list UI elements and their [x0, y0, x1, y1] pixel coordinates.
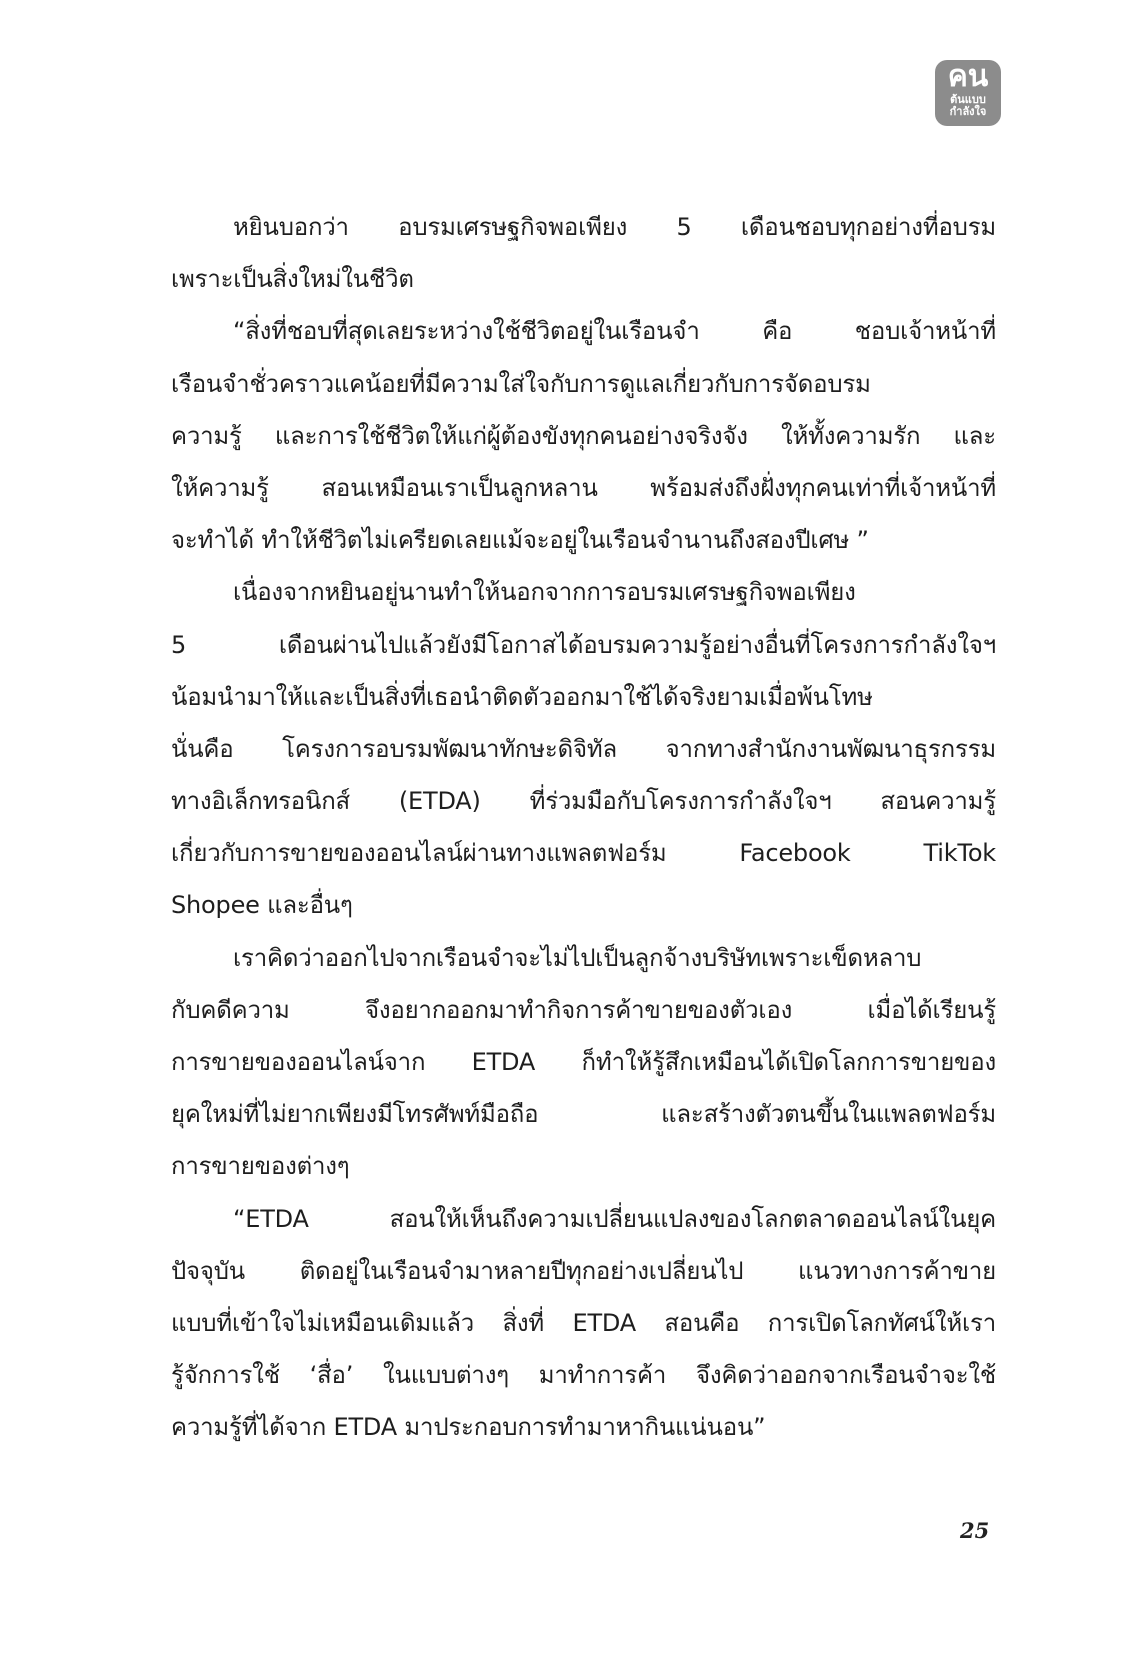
text-line: ยุคใหม่ที่ไม่ยากเพียงมีโทรศัพท์มือถือ และสร้างตัวตนขึ้นในแพลตฟอร์ม: [171, 1100, 996, 1129]
text-line: “ETDA สอนให้เห็นถึงความเปลี่ยนแปลงของโลกตลาดออนไลน์ในยุค: [233, 1204, 996, 1233]
text-line: แบบที่เข้าใจไม่เหมือนเดิมแล้ว สิ่งที่ ETDA สอนคือ การเปิดโลกทัศน์ให้เรา: [171, 1308, 996, 1337]
text-line: การขายของต่างๆ: [171, 1152, 350, 1181]
text-line: ความรู้ที่ได้จาก ETDA มาประกอบการทำมาหากินแน่นอน”: [171, 1413, 766, 1442]
text-line: ทางอิเล็กทรอนิกส์ (ETDA) ที่ร่วมมือกับโครงการกำลังใจฯ สอนความรู้: [171, 787, 996, 816]
text-line: ความรู้ และการใช้ชีวิตให้แก่ผู้ต้องขังทุกคนอย่างจริงจัง ให้ทั้งความรัก และ: [171, 421, 996, 450]
text-line: Shopee และอื่นๆ: [171, 891, 353, 920]
text-line: นั่นคือ โครงการอบรมพัฒนาทักษะดิจิทัล จากทางสำนักงานพัฒนาธุรกรรม: [171, 734, 996, 763]
text-line: หยินบอกว่า อบรมเศรษฐกิจพอเพียง 5 เดือนชอบทุกอย่างที่อบรม: [233, 213, 996, 241]
logo-main-text: คน: [947, 60, 989, 94]
text-line: เราคิดว่าออกไปจากเรือนจำจะไม่ไปเป็นลูกจ้างบริษัทเพราะเข็ดหลาบ: [233, 943, 922, 972]
text-line: เกี่ยวกับการขายของออนไลน์ผ่านทางแพลตฟอร์ม Facebook TikTok: [171, 839, 996, 868]
body-text: [171, 201, 996, 1454]
text-line: เรือนจำชั่วคราวแคน้อยที่มีความใส่ใจกับการดูแลเกี่ยวกับการจัดอบรม: [171, 369, 871, 398]
page-number: 25: [960, 1518, 990, 1543]
text-line: น้อมนำมาให้และเป็นสิ่งที่เธอนำติดตัวออกมาใช้ได้จริงยามเมื่อพ้นโทษ: [171, 682, 873, 711]
text-line: 5 เดือนผ่านไปแล้วยังมีโอกาสได้อบรมความรู้อย่างอื่นที่โครงการกำลังใจฯ: [171, 630, 996, 659]
text-line: จะทำได้ ทำให้ชีวิตไม่เครียดเลยแม้จะอยู่ในเรือนจำนานถึงสองปีเศษ ”: [171, 526, 869, 555]
logo-sub-text-1: ต้นแบบ: [950, 93, 986, 106]
text-line: รู้จักการใช้ ‘สื่อ’ ในแบบต่างๆ มาทำการค้า จึงคิดว่าออกจากเรือนจำจะใช้: [171, 1361, 996, 1390]
text-line: เพราะเป็นสิ่งใหม่ในชีวิต: [171, 265, 414, 294]
text-line: กับคดีความ จึงอยากออกมาทำกิจการค้าขายของตัวเอง เมื่อได้เรียนรู้: [171, 995, 996, 1024]
text-line: เนื่องจากหยินอยู่นานทำให้นอกจากการอบรมเศรษฐกิจพอเพียง: [233, 578, 856, 607]
text-line: “สิ่งที่ชอบที่สุดเลยระหว่างใช้ชีวิตอยู่ในเรือนจำ คือ ชอบเจ้าหน้าที่: [233, 317, 996, 346]
text-line: การขายของออนไลน์จาก ETDA ก็ทำให้รู้สึกเหมือนได้เปิดโลกการขายของ: [171, 1048, 996, 1076]
text-line: ปัจจุบัน ติดอยู่ในเรือนจำมาหลายปีทุกอย่างเปลี่ยนไป แนวทางการค้าขาย: [171, 1256, 996, 1285]
book-logo: [935, 60, 1001, 126]
logo-sub-text-2: กำลังใจ: [949, 105, 987, 118]
text-line: ให้ความรู้ สอนเหมือนเราเป็นลูกหลาน พร้อมส่งถึงฝั่งทุกคนเท่าที่เจ้าหน้าที่: [171, 473, 996, 502]
